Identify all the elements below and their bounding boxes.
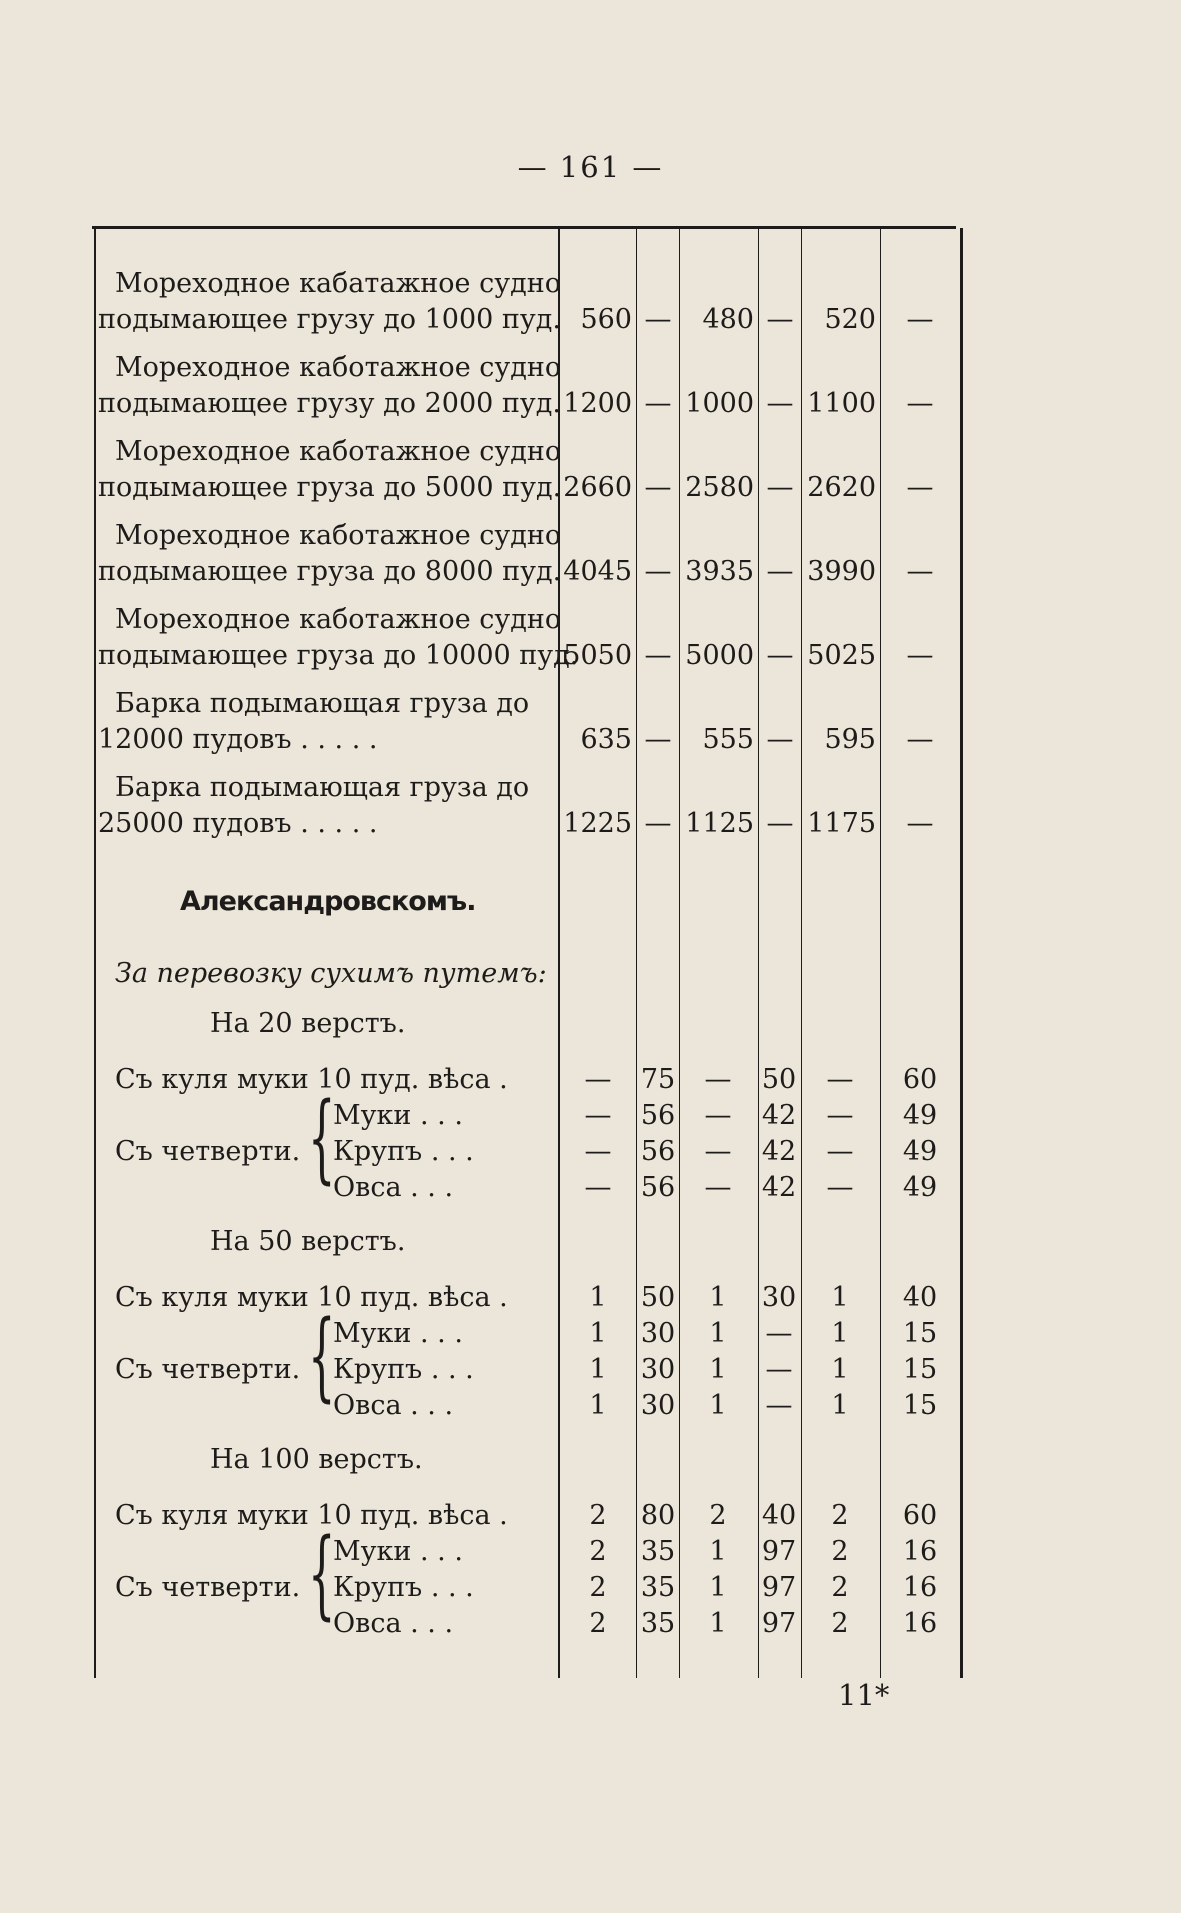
vessel-value-c1: 635	[580, 724, 632, 755]
grain-value-c1: —	[584, 1100, 612, 1131]
vessel-description-line2: подымающее грузу до 2000 пуд.	[98, 388, 561, 419]
vessel-value-c4: —	[766, 388, 794, 419]
vessel-value-c6: —	[906, 724, 934, 755]
vessel-value-c6: —	[906, 640, 934, 671]
grain-value-c3: 1	[709, 1390, 727, 1421]
vessel-value-c1: 2660	[563, 472, 632, 503]
column-rule	[758, 228, 759, 1678]
vessel-value-c2: —	[644, 640, 672, 671]
sack-value-c5: 1	[831, 1282, 849, 1313]
vessel-value-c2: —	[644, 556, 672, 587]
signature-mark: 11*	[838, 1678, 890, 1712]
grain-value-c2: 30	[640, 1354, 676, 1385]
vessel-value-c6: —	[906, 808, 934, 839]
vessel-value-c5: 520	[824, 304, 876, 335]
grain-item-label: Крупъ . . .	[333, 1354, 474, 1385]
vessel-value-c4: —	[766, 472, 794, 503]
brace-icon: {	[308, 1300, 336, 1412]
grain-value-c2: 30	[640, 1390, 676, 1421]
vessel-description-line1: Мореходное каботажное судно	[115, 436, 562, 467]
distance-title: На 20 верстъ.	[210, 1008, 406, 1039]
grain-value-c4: —	[765, 1354, 793, 1385]
vessel-description-line1: Мореходное каботажное судно	[115, 520, 562, 551]
grain-value-c1: 1	[589, 1390, 607, 1421]
flour-sack-label: Съ куля муки 10 пуд. вѣса .	[115, 1500, 508, 1531]
grain-value-c6: 16	[902, 1608, 938, 1639]
grain-value-c3: —	[704, 1172, 732, 1203]
grain-value-c4: 42	[761, 1100, 797, 1131]
distance-title: На 100 верстъ.	[210, 1444, 423, 1475]
vessel-value-c5: 1100	[807, 388, 876, 419]
column-rule	[679, 228, 680, 1678]
table-left-rule	[94, 228, 96, 1678]
grain-value-c4: 97	[761, 1536, 797, 1567]
grain-value-c1: 2	[589, 1536, 607, 1567]
vessel-value-c2: —	[644, 808, 672, 839]
grain-item-label: Крупъ . . .	[333, 1572, 474, 1603]
grain-item-label: Овса . . .	[333, 1172, 454, 1203]
vessel-value-c3: 555	[702, 724, 754, 755]
grain-value-c1: 2	[589, 1572, 607, 1603]
sack-value-c4: 40	[761, 1500, 797, 1531]
grain-value-c1: 1	[589, 1354, 607, 1385]
brace-icon: {	[308, 1518, 336, 1630]
grain-value-c6: 16	[902, 1572, 938, 1603]
sack-value-c2: 80	[640, 1500, 676, 1531]
grain-value-c2: 35	[640, 1608, 676, 1639]
vessel-description-line1: Мореходное кабатажное судно	[115, 268, 561, 299]
vessel-value-c4: —	[766, 724, 794, 755]
vessel-value-c1: 560	[580, 304, 632, 335]
column-rule	[880, 228, 881, 1678]
grain-value-c5: —	[826, 1136, 854, 1167]
grain-value-c4: —	[765, 1390, 793, 1421]
sack-value-c6: 40	[902, 1282, 938, 1313]
sack-value-c5: 2	[831, 1500, 849, 1531]
sack-value-c3: —	[704, 1064, 732, 1095]
vessel-value-c3: 3935	[685, 556, 754, 587]
sack-value-c1: 2	[589, 1500, 607, 1531]
grain-value-c3: —	[704, 1100, 732, 1131]
vessel-value-c2: —	[644, 472, 672, 503]
vessel-description-line2: подымающее грузу до 1000 пуд.	[98, 304, 561, 335]
sack-value-c2: 75	[640, 1064, 676, 1095]
grain-value-c5: 2	[831, 1536, 849, 1567]
section-subheading: За перевозку сухимъ путемъ:	[115, 958, 547, 989]
vessel-value-c6: —	[906, 388, 934, 419]
grain-value-c2: 35	[640, 1572, 676, 1603]
vessel-value-c3: 2580	[685, 472, 754, 503]
grain-value-c5: 2	[831, 1608, 849, 1639]
grain-value-c6: 49	[902, 1100, 938, 1131]
quarter-label: Съ четверти.	[115, 1572, 301, 1603]
vessel-value-c5: 2620	[807, 472, 876, 503]
sack-value-c2: 50	[640, 1282, 676, 1313]
sack-value-c3: 1	[709, 1282, 727, 1313]
quarter-label: Съ четверти.	[115, 1354, 301, 1385]
sack-value-c6: 60	[902, 1500, 938, 1531]
vessel-value-c4: —	[766, 640, 794, 671]
vessel-value-c3: 480	[702, 304, 754, 335]
grain-item-label: Овса . . .	[333, 1608, 454, 1639]
vessel-value-c1: 5050	[563, 640, 632, 671]
sack-value-c4: 30	[761, 1282, 797, 1313]
flour-sack-label: Съ куля муки 10 пуд. вѣса .	[115, 1282, 508, 1313]
grain-item-label: Муки . . .	[333, 1536, 463, 1567]
grain-value-c6: 49	[902, 1172, 938, 1203]
vessel-value-c2: —	[644, 724, 672, 755]
grain-value-c4: —	[765, 1318, 793, 1349]
vessel-value-c1: 1225	[563, 808, 632, 839]
sack-value-c4: 50	[761, 1064, 797, 1095]
vessel-description-line1: Барка подымающая груза до	[115, 688, 530, 719]
vessel-value-c1: 4045	[563, 556, 632, 587]
sack-value-c5: —	[826, 1064, 854, 1095]
vessel-description-line2: подымающее груза до 5000 пуд.	[98, 472, 562, 503]
grain-value-c5: —	[826, 1100, 854, 1131]
vessel-value-c4: —	[766, 808, 794, 839]
grain-value-c1: 1	[589, 1318, 607, 1349]
grain-value-c2: 35	[640, 1536, 676, 1567]
distance-title: На 50 верстъ.	[210, 1226, 406, 1257]
column-rule	[636, 228, 637, 1678]
grain-value-c5: 1	[831, 1318, 849, 1349]
grain-value-c2: 30	[640, 1318, 676, 1349]
vessel-value-c5: 1175	[807, 808, 876, 839]
grain-value-c4: 42	[761, 1136, 797, 1167]
vessel-value-c5: 3990	[807, 556, 876, 587]
vessel-value-c6: —	[906, 472, 934, 503]
vessel-value-c3: 1125	[685, 808, 754, 839]
vessel-description-line2: 25000 пудовъ . . . . .	[98, 808, 378, 839]
grain-value-c4: 97	[761, 1572, 797, 1603]
grain-value-c1: —	[584, 1136, 612, 1167]
vessel-value-c4: —	[766, 556, 794, 587]
column-rule	[801, 228, 802, 1678]
grain-value-c3: 1	[709, 1354, 727, 1385]
grain-value-c2: 56	[640, 1100, 676, 1131]
section-heading: Александровскомъ.	[180, 886, 476, 917]
vessel-description-line2: подымающее груза до 10000 пуд.	[98, 640, 579, 671]
table-top-rule	[92, 226, 956, 229]
grain-value-c5: 1	[831, 1354, 849, 1385]
grain-value-c3: 1	[709, 1536, 727, 1567]
grain-value-c5: 2	[831, 1572, 849, 1603]
grain-item-label: Крупъ . . .	[333, 1136, 474, 1167]
grain-value-c2: 56	[640, 1136, 676, 1167]
grain-value-c4: 97	[761, 1608, 797, 1639]
grain-item-label: Овса . . .	[333, 1390, 454, 1421]
grain-value-c2: 56	[640, 1172, 676, 1203]
grain-value-c1: —	[584, 1172, 612, 1203]
vessel-value-c4: —	[766, 304, 794, 335]
vessel-value-c3: 1000	[685, 388, 754, 419]
table-right-rule	[960, 228, 963, 1678]
page-number: — 161 —	[517, 150, 664, 184]
grain-value-c6: 49	[902, 1136, 938, 1167]
grain-value-c1: 2	[589, 1608, 607, 1639]
grain-value-c5: 1	[831, 1390, 849, 1421]
vessel-description-line2: подымающее груза до 8000 пуд.	[98, 556, 562, 587]
vessel-value-c3: 5000	[685, 640, 754, 671]
vessel-value-c2: —	[644, 304, 672, 335]
sack-value-c6: 60	[902, 1064, 938, 1095]
sack-value-c1: 1	[589, 1282, 607, 1313]
vessel-description-line1: Барка подымающая груза до	[115, 772, 530, 803]
vessel-value-c6: —	[906, 304, 934, 335]
grain-value-c6: 15	[902, 1354, 938, 1385]
vessel-value-c5: 5025	[807, 640, 876, 671]
vessel-value-c5: 595	[824, 724, 876, 755]
grain-value-c3: 1	[709, 1572, 727, 1603]
vessel-value-c6: —	[906, 556, 934, 587]
grain-value-c3: 1	[709, 1318, 727, 1349]
brace-icon: {	[308, 1082, 336, 1194]
sack-value-c3: 2	[709, 1500, 727, 1531]
grain-value-c3: —	[704, 1136, 732, 1167]
flour-sack-label: Съ куля муки 10 пуд. вѣса .	[115, 1064, 508, 1095]
grain-value-c6: 16	[902, 1536, 938, 1567]
grain-value-c3: 1	[709, 1608, 727, 1639]
grain-value-c4: 42	[761, 1172, 797, 1203]
grain-item-label: Муки . . .	[333, 1100, 463, 1131]
vessel-value-c2: —	[644, 388, 672, 419]
sack-value-c1: —	[584, 1064, 612, 1095]
vessel-value-c1: 1200	[563, 388, 632, 419]
quarter-label: Съ четверти.	[115, 1136, 301, 1167]
grain-value-c6: 15	[902, 1318, 938, 1349]
vessel-description-line1: Мореходное каботажное судно	[115, 352, 562, 383]
vessel-description-line2: 12000 пудовъ . . . . .	[98, 724, 378, 755]
grain-value-c5: —	[826, 1172, 854, 1203]
grain-item-label: Муки . . .	[333, 1318, 463, 1349]
grain-value-c6: 15	[902, 1390, 938, 1421]
vessel-description-line1: Мореходное каботажное судно	[115, 604, 562, 635]
